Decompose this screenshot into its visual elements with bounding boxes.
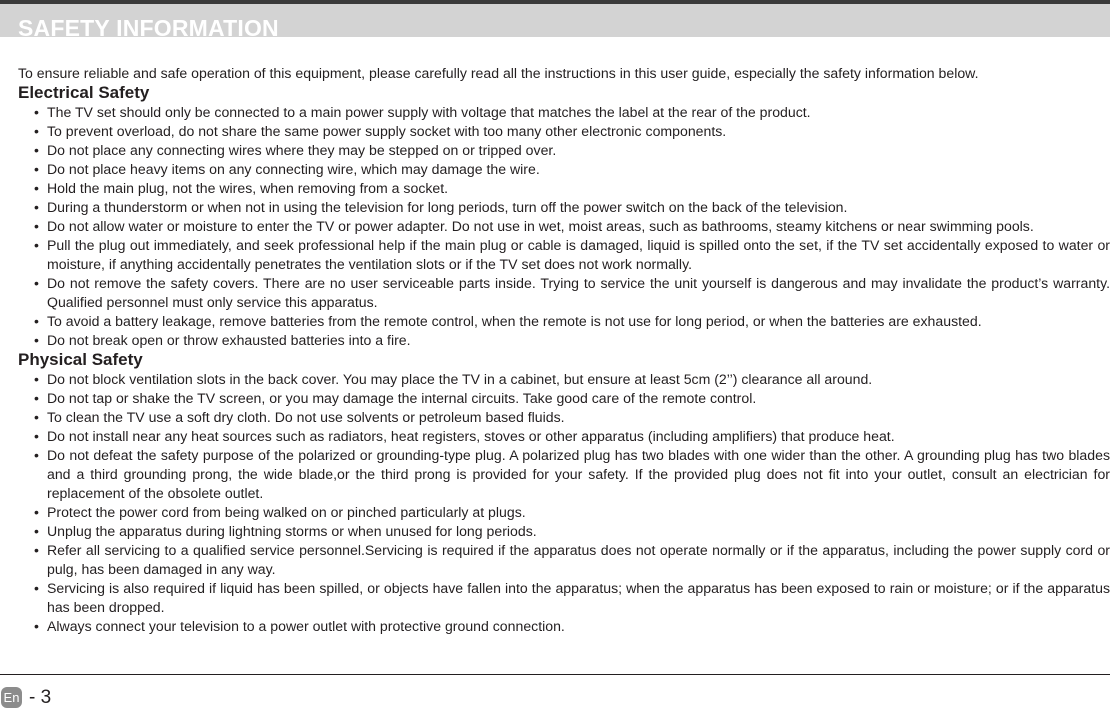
list-item: • To clean the TV use a soft dry cloth. Do not use solvents or petroleum based fluids. [18, 408, 1110, 427]
section-heading: Electrical Safety [18, 83, 150, 102]
list-item: • Do not place heavy items on any connecting wire, which may damage the wire. [18, 160, 1110, 179]
intro-paragraph: To ensure reliable and safe operation of this equipment, please carefully read all the instructions in this user guide, especially the safety information below. [18, 65, 979, 81]
list-item: • Do not install near any heat sources such as radiators, heat registers, stoves or other apparatus (including amplifiers) that produce heat. [18, 427, 1110, 446]
list-item: • Pull the plug out immediately, and seek professional help if the main plug or cable is damaged, liquid is spilled onto the set, if the TV set accidentally exposed to water or moisture, if anything accidentally penetrates the ventilation slots or if the TV set does not work normally. [18, 236, 1110, 274]
list-item: • Servicing is also required if liquid has been spilled, or objects have fallen into the apparatus; when the apparatus has been exposed to rain or moisture; or if the apparatus has been dropped. [18, 579, 1110, 617]
bullet-list [18, 370, 1110, 636]
content-body [18, 64, 1110, 636]
list-item: • Refer all servicing to a qualified service personnel.Servicing is required if the apparatus does not operate normally or if the apparatus, including the power supply cord or pulg, has been damaged in any way. [18, 541, 1110, 579]
list-item: • Unplug the apparatus during lightning storms or when unused for long periods. [18, 522, 1110, 541]
list-item: • Hold the main plug, not the wires, when removing from a socket. [18, 179, 1110, 198]
list-item: • Do not allow water or moisture to enter the TV or power adapter. Do not use in wet, moist areas, such as bathrooms, steamy kitchens or near swimming pools. [18, 217, 1110, 236]
bullet-list [18, 103, 1110, 350]
list-item: • During a thunderstorm or when not in using the television for long periods, turn off the power switch on the back of the television. [18, 198, 1110, 217]
list-item: • Protect the power cord from being walked on or pinched particularly at plugs. [18, 503, 1110, 522]
section-electrical-safety [18, 83, 1110, 350]
section-physical-safety [18, 350, 1110, 636]
list-item: • To prevent overload, do not share the same power supply socket with too many other electronic components. [18, 122, 1110, 141]
list-item: • Always connect your television to a power outlet with protective ground connection. [18, 617, 1110, 636]
page-number: - 3 [29, 687, 52, 708]
list-item: • Do not block ventilation slots in the back cover. You may place the TV in a cabinet, but ensure at least 5cm (2’’) clearance all around. [18, 370, 1110, 389]
page-title: SAFETY INFORMATION [18, 15, 279, 41]
list-item: • Do not tap or shake the TV screen, or you may damage the internal circuits. Take good care of the remote control. [18, 389, 1110, 408]
list-item: • Do not defeat the safety purpose of the polarized or grounding-type plug. A polarized plug has two blades with one wider than the other. A grounding plug has two blades and a third grounding prong, the wide blade,or the third prong is provided for your safety. If the provided plug does not fit into your outlet, consult an electrician for replacement of the obsolete outlet. [18, 446, 1110, 503]
header-top-rule [0, 0, 1110, 4]
language-badge: En [1, 687, 22, 708]
footer-divider [0, 674, 1110, 675]
list-item: • Do not break open or throw exhausted batteries into a fire. [18, 331, 1110, 350]
header-bar [0, 0, 1110, 41]
list-item: • Do not place any connecting wires where they may be stepped on or tripped over. [18, 141, 1110, 160]
section-heading: Physical Safety [18, 350, 143, 369]
list-item: • To avoid a battery leakage, remove batteries from the remote control, when the remote is not use for long period, or when the batteries are exhausted. [18, 312, 1110, 331]
list-item: • The TV set should only be connected to a main power supply with voltage that matches the label at the rear of the product. [18, 103, 1110, 122]
list-item: • Do not remove the safety covers. There are no user serviceable parts inside. Trying to service the unit yourself is dangerous and may invalidate the product’s warranty. Qualified personnel must only service this apparatus. [18, 274, 1110, 312]
